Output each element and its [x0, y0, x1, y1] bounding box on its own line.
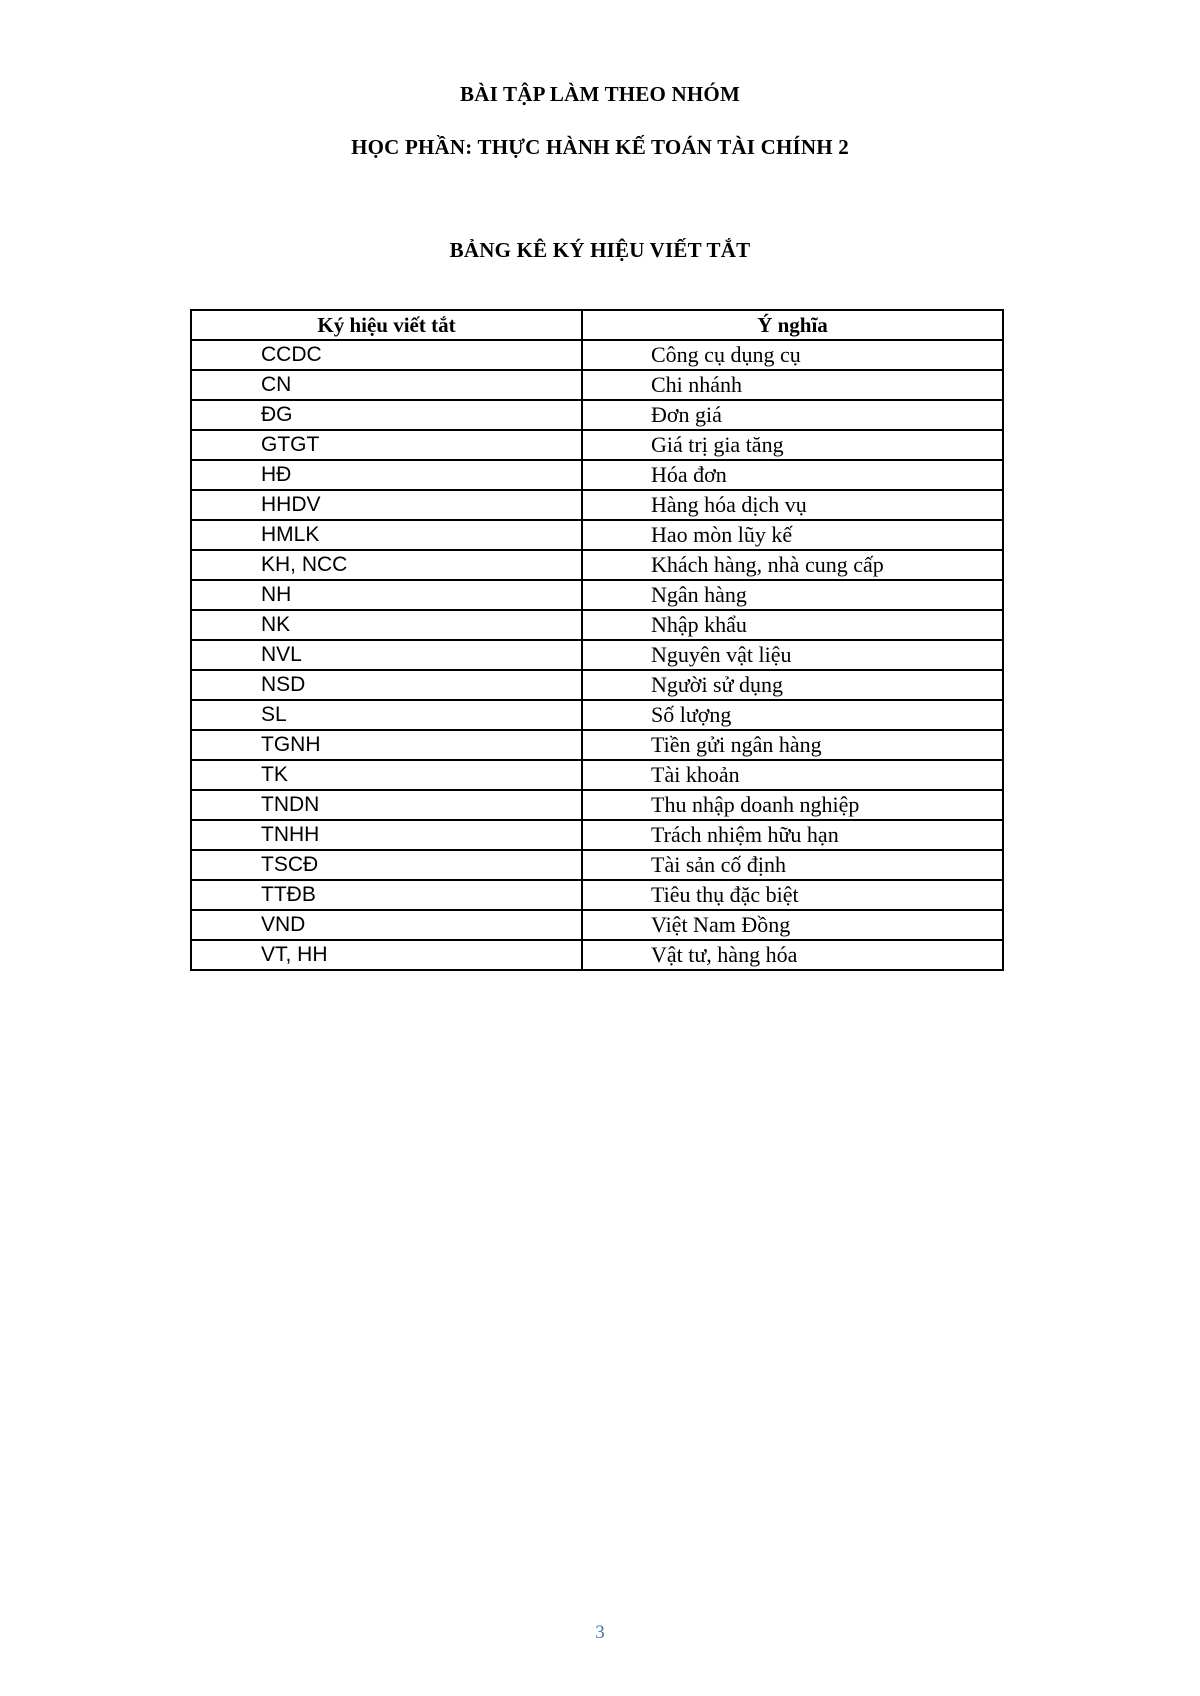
header-meaning: Ý nghĩa: [582, 310, 1003, 340]
abbreviation-cell: HMLK: [191, 520, 582, 550]
abbreviation-cell: SL: [191, 700, 582, 730]
table-title: BẢNG KÊ KÝ HIỆU VIẾT TẮT: [449, 238, 751, 262]
meaning-cell: Nhập khẩu: [582, 610, 1003, 640]
abbreviation-cell: GTGT: [191, 430, 582, 460]
abbreviation-cell: CCDC: [191, 340, 582, 370]
table-row: [191, 490, 1003, 520]
abbreviation-cell: CN: [191, 370, 582, 400]
meaning-cell: Khách hàng, nhà cung cấp: [582, 550, 1003, 580]
meaning-cell: Số lượng: [582, 700, 1003, 730]
meaning-cell: Thu nhập doanh nghiệp: [582, 790, 1003, 820]
abbreviation-cell: NSD: [191, 670, 582, 700]
document-title: BÀI TẬP LÀM THEO NHÓM: [460, 82, 740, 106]
meaning-cell: Trách nhiệm hữu hạn: [582, 820, 1003, 850]
table-row: [191, 550, 1003, 580]
abbreviation-cell: TNHH: [191, 820, 582, 850]
abbreviation-cell: KH, NCC: [191, 550, 582, 580]
table-header-row: [191, 310, 1003, 340]
table-row: [191, 520, 1003, 550]
table-row: [191, 430, 1003, 460]
table-row: [191, 340, 1003, 370]
meaning-cell: Tài sản cố định: [582, 850, 1003, 880]
meaning-cell: Nguyên vật liệu: [582, 640, 1003, 670]
abbreviation-cell: VT, HH: [191, 940, 582, 970]
abbreviation-cell: NVL: [191, 640, 582, 670]
meaning-cell: Tiền gửi ngân hàng: [582, 730, 1003, 760]
abbreviation-cell: TK: [191, 760, 582, 790]
abbreviation-cell: VND: [191, 910, 582, 940]
table-row: [191, 610, 1003, 640]
meaning-cell: Người sử dụng: [582, 670, 1003, 700]
table-row: [191, 790, 1003, 820]
meaning-cell: Vật tư, hàng hóa: [582, 940, 1003, 970]
meaning-cell: Đơn giá: [582, 400, 1003, 430]
table-row: [191, 850, 1003, 880]
abbreviation-cell: TNDN: [191, 790, 582, 820]
table-row: [191, 700, 1003, 730]
header-abbreviation: Ký hiệu viết tắt: [191, 310, 582, 340]
table-row: [191, 820, 1003, 850]
meaning-cell: Hóa đơn: [582, 460, 1003, 490]
table-body: [191, 340, 1003, 970]
table-row: [191, 580, 1003, 610]
table-row: [191, 880, 1003, 910]
abbreviation-cell: HĐ: [191, 460, 582, 490]
meaning-cell: Giá trị gia tăng: [582, 430, 1003, 460]
meaning-cell: Việt Nam Đồng: [582, 910, 1003, 940]
table-row: [191, 910, 1003, 940]
abbreviation-cell: NH: [191, 580, 582, 610]
table-row: [191, 670, 1003, 700]
meaning-cell: Hàng hóa dịch vụ: [582, 490, 1003, 520]
meaning-cell: Chi nhánh: [582, 370, 1003, 400]
abbreviation-table: [190, 309, 1004, 971]
abbreviation-cell: ĐG: [191, 400, 582, 430]
table-row: [191, 460, 1003, 490]
meaning-cell: Tiêu thụ đặc biệt: [582, 880, 1003, 910]
table-row: [191, 640, 1003, 670]
table-row: [191, 940, 1003, 970]
table-row: [191, 760, 1003, 790]
abbreviation-cell: TTĐB: [191, 880, 582, 910]
meaning-cell: Ngân hàng: [582, 580, 1003, 610]
meaning-cell: Hao mòn lũy kế: [582, 520, 1003, 550]
meaning-cell: Tài khoản: [582, 760, 1003, 790]
course-title: HỌC PHẦN: THỰC HÀNH KẾ TOÁN TÀI CHÍNH 2: [351, 135, 849, 159]
table-row: [191, 370, 1003, 400]
abbreviation-cell: NK: [191, 610, 582, 640]
table-row: [191, 400, 1003, 430]
abbreviation-cell: TSCĐ: [191, 850, 582, 880]
abbreviation-cell: HHDV: [191, 490, 582, 520]
page-number: 3: [595, 1622, 605, 1643]
table-row: [191, 730, 1003, 760]
abbreviation-cell: TGNH: [191, 730, 582, 760]
meaning-cell: Công cụ dụng cụ: [582, 340, 1003, 370]
